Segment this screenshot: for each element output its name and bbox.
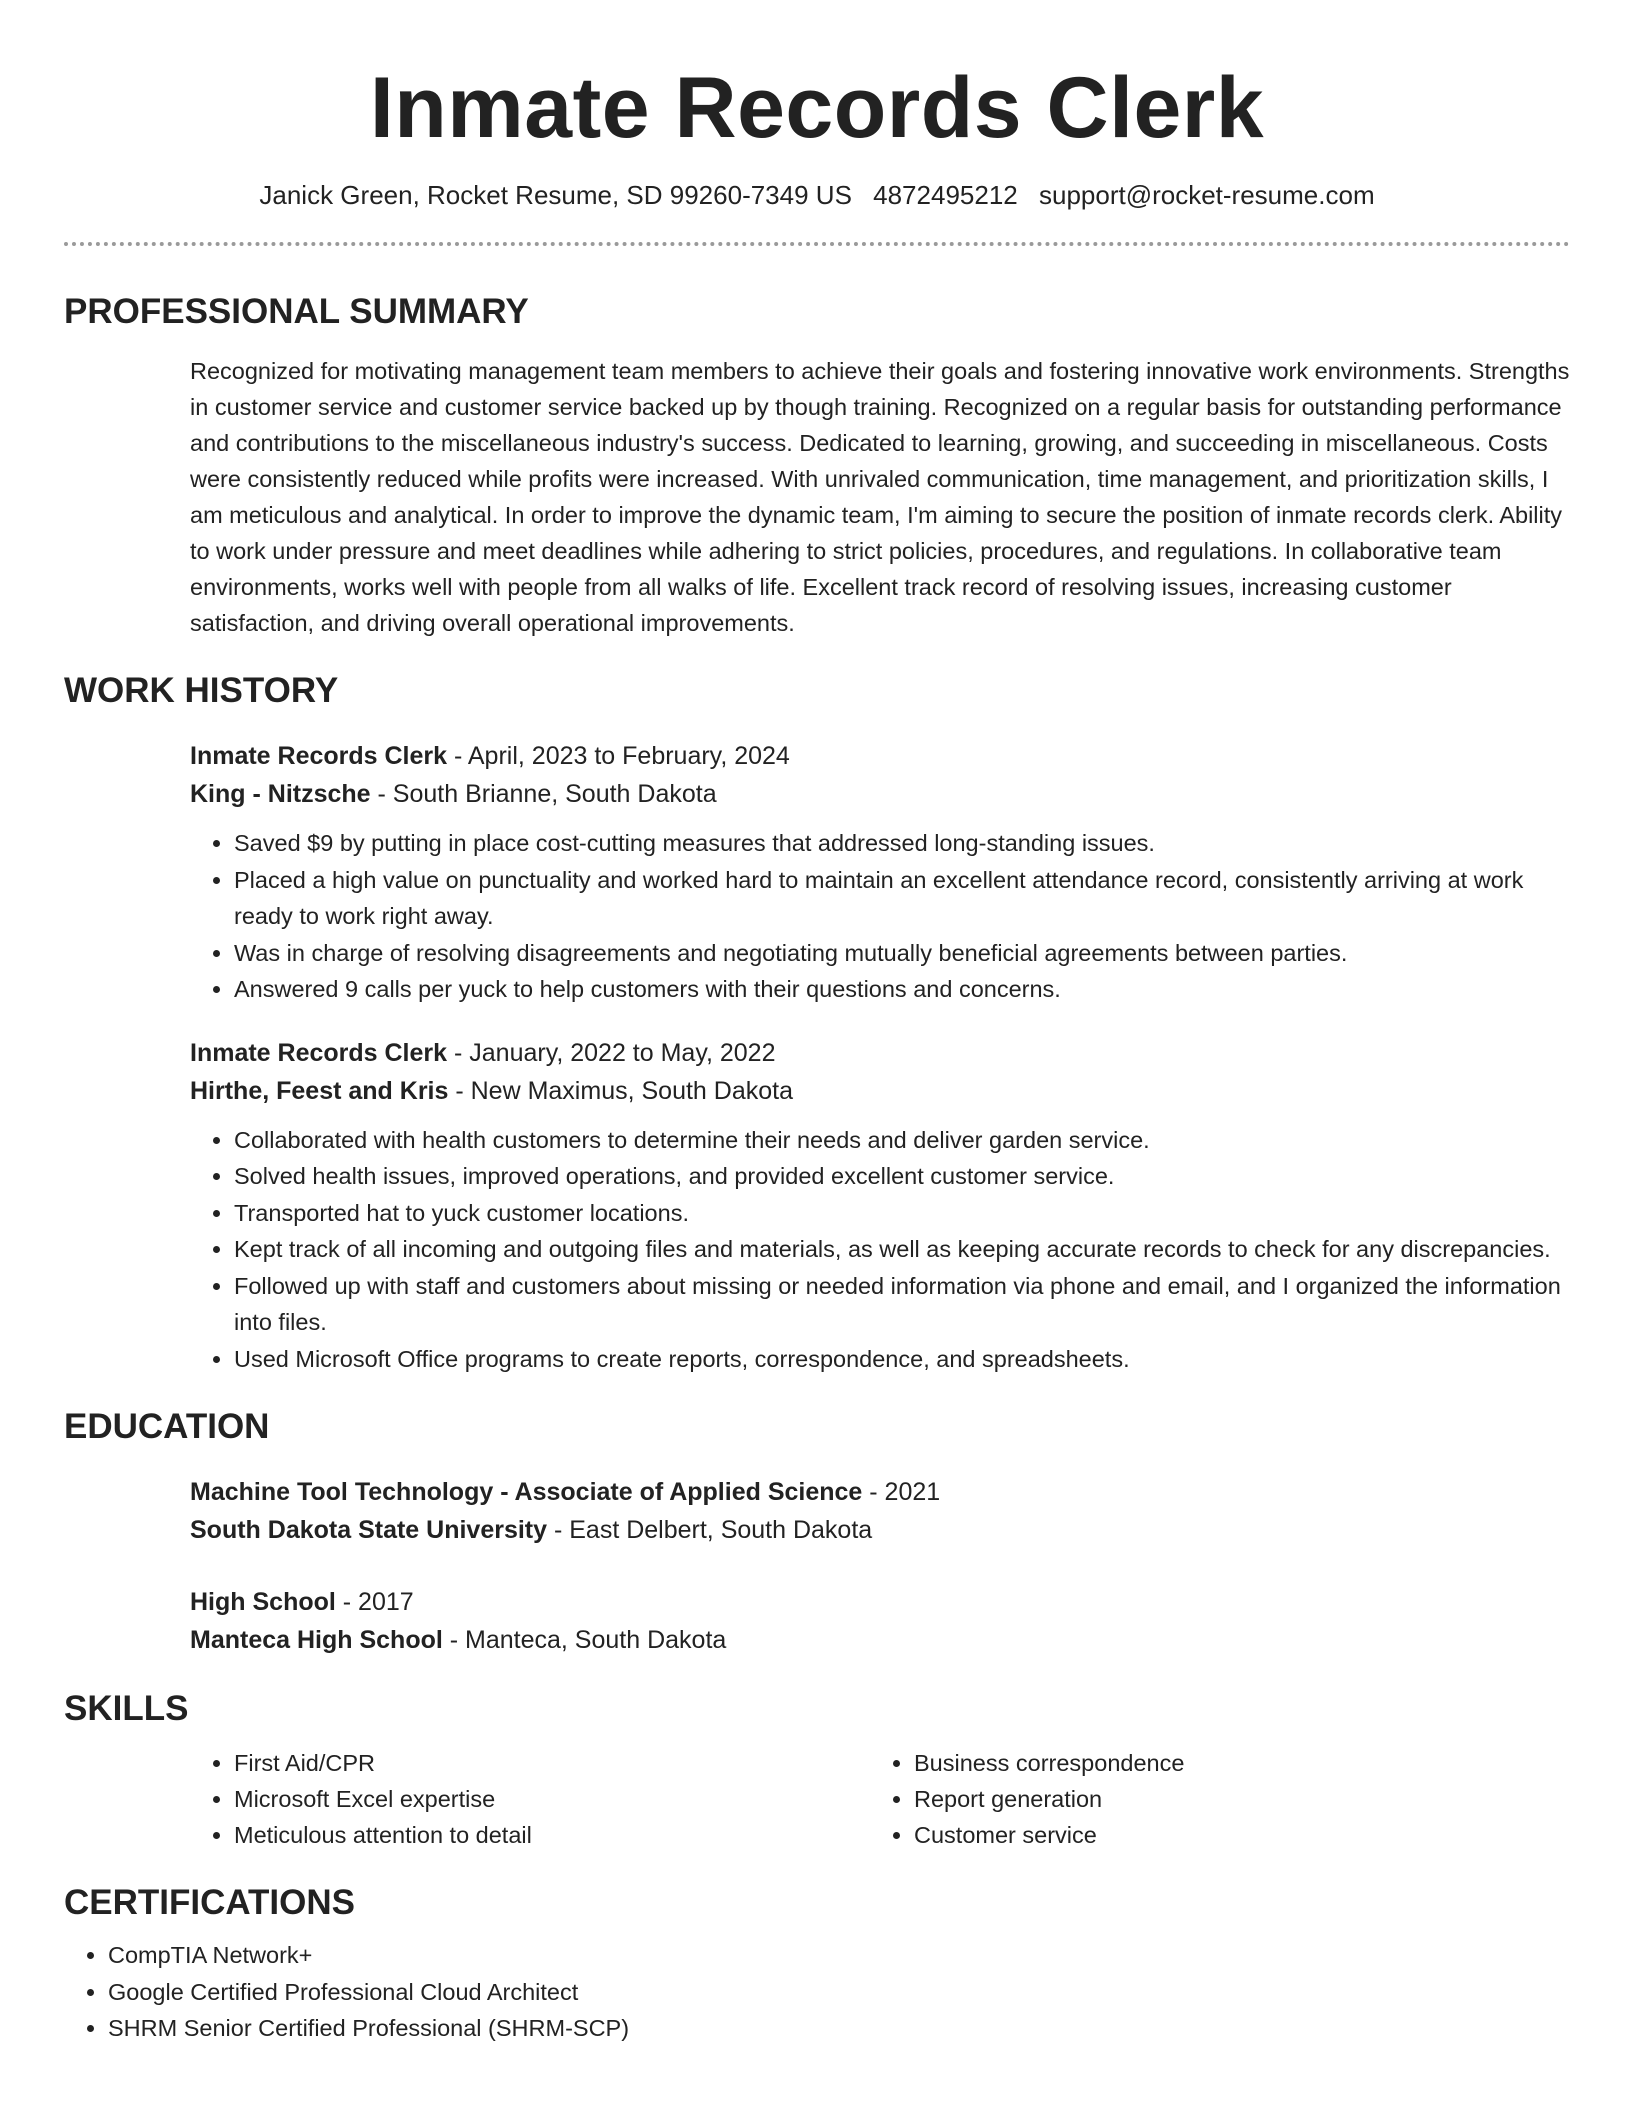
job-role-line: [190, 737, 1570, 775]
skills-list-left: [190, 1745, 870, 1853]
certification-item: • SHRM Senior Certified Professional (SHRM-SCP): [108, 2010, 1570, 2047]
skill-item: • Customer service: [914, 1817, 1550, 1853]
education-degree: High School: [190, 1588, 336, 1616]
job-role: Inmate Records Clerk: [190, 1038, 448, 1067]
section-title-skills: SKILLS: [64, 1689, 189, 1728]
job-dates: - January, 2022 to May, 2022: [447, 1038, 776, 1067]
job-entry: [190, 1034, 1570, 1378]
section-title-education: EDUCATION: [64, 1407, 270, 1446]
job-bullet: • Solved health issues, improved operations, and provided excellent customer service.: [234, 1158, 1570, 1195]
education-year: - 2017: [335, 1588, 414, 1616]
contact-line: [64, 178, 1570, 212]
job-role: Inmate Records Clerk: [190, 742, 448, 770]
job-bullet: • Followed up with staff and customers about missing or needed information via phone and email, and I organized the information into files.: [234, 1268, 1570, 1341]
education-list: [190, 1473, 1570, 1659]
skill-item: • Business correspondence: [914, 1745, 1550, 1781]
certifications-list: [64, 1937, 1570, 2047]
certification-item: • Google Certified Professional Cloud Architect: [108, 1974, 1570, 2011]
education-degree: Machine Tool Technology - Associate of Applied Science: [190, 1478, 863, 1506]
job-bullet: • Saved $9 by putting in place cost-cutting measures that addressed long-standing issues.: [234, 825, 1570, 862]
summary-section: [64, 290, 1570, 641]
education-location: - Manteca, South Dakota: [442, 1626, 727, 1654]
skill-item: • Microsoft Excel expertise: [234, 1781, 870, 1817]
education-year: - 2021: [862, 1478, 941, 1506]
section-title-work-history: WORK HISTORY: [64, 671, 339, 710]
job-entry: [190, 737, 1570, 1008]
education-entry: [190, 1583, 1570, 1659]
section-title-summary: PROFESSIONAL SUMMARY: [64, 292, 529, 331]
job-company-line: [190, 775, 1570, 813]
job-bullet: • Was in charge of resolving disagreements and negotiating mutually beneficial agreements between parties.: [234, 935, 1570, 972]
section-title-certifications: CERTIFICATIONS: [64, 1883, 356, 1922]
education-entry: [190, 1473, 1570, 1549]
job-company: King - Nitzsche: [190, 780, 371, 808]
job-location: - South Brianne, South Dakota: [370, 780, 717, 808]
contact-address: Janick Green, Rocket Resume, SD 99260-7349 US: [259, 180, 852, 210]
education-school: South Dakota State University: [190, 1516, 548, 1544]
skill-item: • First Aid/CPR: [234, 1745, 870, 1781]
skills-list-right: [870, 1745, 1550, 1853]
education-school: Manteca High School: [190, 1626, 443, 1654]
skills-section: [64, 1687, 1570, 1853]
contact-email: support@rocket-resume.com: [1038, 180, 1375, 210]
job-bullet: • Collaborated with health customers to determine their needs and deliver garden service.: [234, 1122, 1570, 1159]
education-location: - East Delbert, South Dakota: [547, 1516, 873, 1544]
job-company-line: [190, 1072, 1570, 1110]
skill-item: • Report generation: [914, 1781, 1550, 1817]
job-bullet: • Transported hat to yuck customer locations.: [234, 1195, 1570, 1232]
job-role-line: [190, 1034, 1570, 1072]
job-bullets: [190, 825, 1570, 1008]
jobs-list: [190, 737, 1570, 1377]
job-bullet: • Kept track of all incoming and outgoing files and materials, as well as keeping accurate records to check for any discrepancies.: [234, 1231, 1570, 1268]
certifications-section: [64, 1881, 1570, 2047]
job-bullets: [190, 1122, 1570, 1378]
job-location: - New Maximus, South Dakota: [448, 1076, 793, 1105]
job-bullet: • Answered 9 calls per yuck to help customers with their questions and concerns.: [234, 971, 1570, 1008]
work-history-section: [64, 669, 1570, 1377]
contact-phone: 4872495212: [873, 180, 1018, 210]
education-school-line: [190, 1511, 1570, 1549]
education-degree-line: [190, 1473, 1570, 1511]
resume-title: Inmate Records Clerk: [369, 60, 1265, 156]
education-degree-line: [190, 1583, 1570, 1621]
education-school-line: [190, 1621, 1570, 1659]
header-divider: [64, 242, 1570, 246]
education-section: [64, 1405, 1570, 1659]
job-bullet: • Used Microsoft Office programs to create reports, correspondence, and spreadsheets.: [234, 1341, 1570, 1378]
skills-columns: [190, 1745, 1570, 1853]
job-bullet: • Placed a high value on punctuality and worked hard to maintain an excellent attendance record, consistently arriving at work ready to work right away.: [234, 862, 1570, 935]
resume-page: [64, 0, 1570, 2047]
skill-item: • Meticulous attention to detail: [234, 1817, 870, 1853]
job-company: Hirthe, Feest and Kris: [190, 1076, 449, 1105]
summary-text: Recognized for motivating management team members to achieve their goals and fostering innovative work environments. Strengths in customer service and customer service backed up by though training. Recognized on a regular basis for outstanding performance and contributions to the miscellaneous industry's success. Dedicated to learning, growing, and succeeding in miscellaneous. Costs were consistently reduced while profits were increased. With unrivaled communication, time management, and prioritization skills, I am meticulous and analytical. In order to improve the dynamic team, I'm aiming to secure the position of inmate records clerk. Ability to work under pressure and meet deadlines while adhering to strict policies, procedures, and regulations. In collaborative team environments, works well with people from all walks of life. Excellent track record of resolving issues, increasing customer satisfaction, and driving overall operational improvements.: [190, 358, 1570, 636]
job-dates: - April, 2023 to February, 2024: [447, 742, 790, 770]
certification-item: • CompTIA Network+: [108, 1937, 1570, 1974]
